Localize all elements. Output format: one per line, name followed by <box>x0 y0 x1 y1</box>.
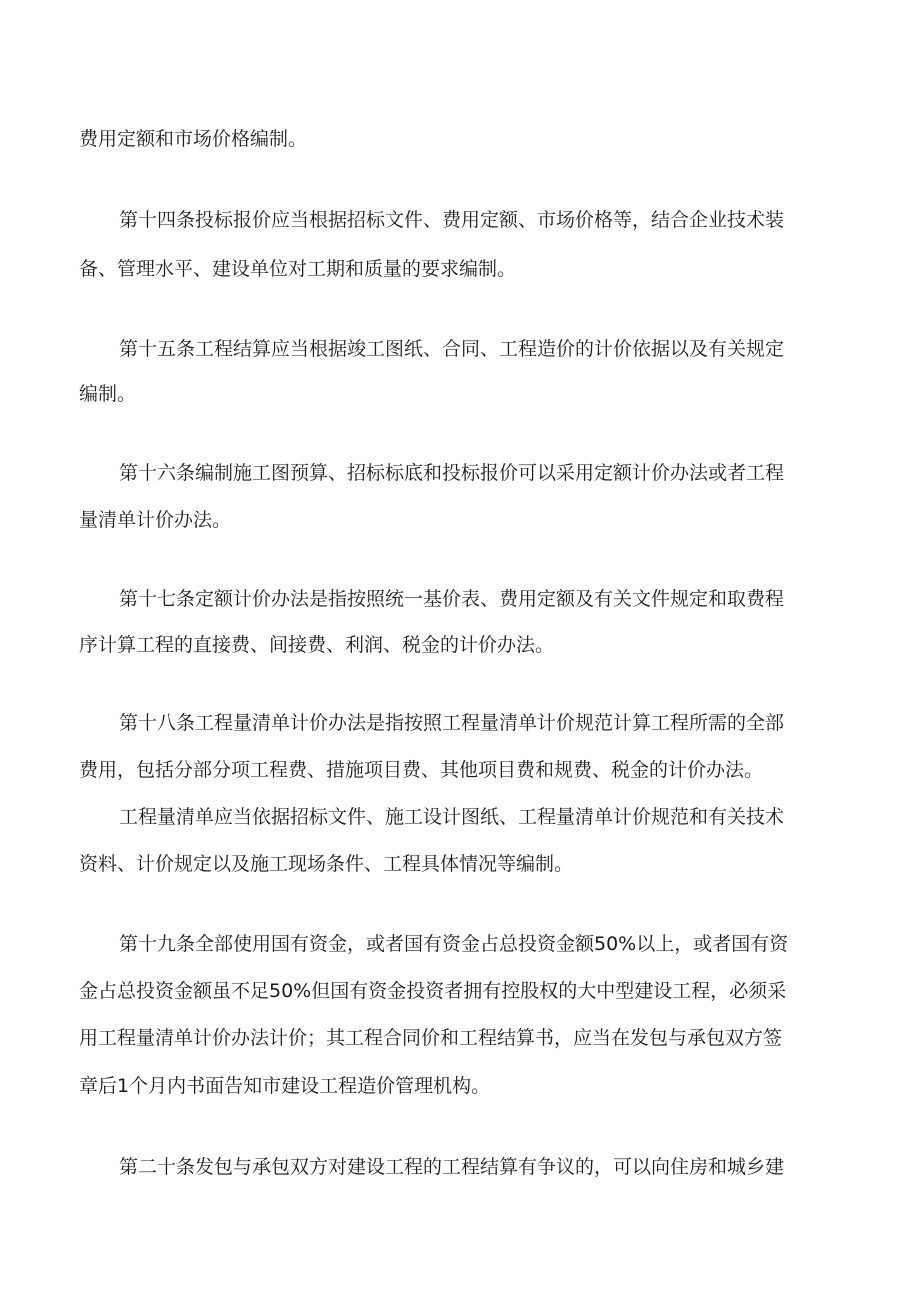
article-19-line-4: 章后1个月内书面告知市建设工程造价管理机构。 <box>79 1075 491 1097</box>
article-14-line-2: 备、管理水平、建设单位对工期和质量的要求编制。 <box>79 258 517 280</box>
article-17-line-1: 第十七条定额计价办法是指按照统一基价表、费用定额及有关文件规定和取费程 <box>119 588 785 610</box>
article-14-line-1: 第十四条投标报价应当根据招标文件、费用定额、市场价格等，结合企业技术装 <box>119 209 785 231</box>
article-15-line-2: 编制。 <box>79 383 137 405</box>
article-20-line-1: 第二十条发包与承包双方对建设工程的工程结算有争议的，可以向住房和城乡建 <box>119 1156 785 1178</box>
article-15-line-1: 第十五条工程结算应当根据竣工图纸、合同、工程造价的计价依据以及有关规定 <box>119 338 785 360</box>
article-18-line-2: 费用，包括分部分项工程费、措施项目费、其他项目费和规费、税金的计价办法。 <box>79 759 764 781</box>
article-17-line-2: 序计算工程的直接费、间接费、利润、税金的计价办法。 <box>79 634 555 656</box>
article-16-line-2: 量清单计价办法。 <box>79 509 232 531</box>
paragraph-continuation: 费用定额和市场价格编制。 <box>79 128 308 150</box>
article-18-line-1: 第十八条工程量清单计价办法是指按照工程量清单计价规范计算工程所需的全部 <box>119 712 785 734</box>
article-16-line-1: 第十六条编制施工图预算、招标标底和投标报价可以采用定额计价办法或者工程 <box>119 462 785 484</box>
article-19-line-2: 金占总投资金额虽不足50%但国有资金投资者拥有控股权的大中型建设工程，必须采 <box>79 980 787 1002</box>
article-19-line-3: 用工程量清单计价办法计价；其工程合同价和工程结算书，应当在发包与承包双方签 <box>79 1027 783 1049</box>
article-18b-line-2: 资料、计价规定以及施工现场条件、工程具体情况等编制。 <box>79 853 574 875</box>
article-19-line-1: 第十九条全部使用国有资金，或者国有资金占总投资金额50%以上，或者国有资 <box>119 933 789 955</box>
article-18b-line-1: 工程量清单应当依据招标文件、施工设计图纸、工程量清单计价规范和有关技术 <box>119 806 785 828</box>
